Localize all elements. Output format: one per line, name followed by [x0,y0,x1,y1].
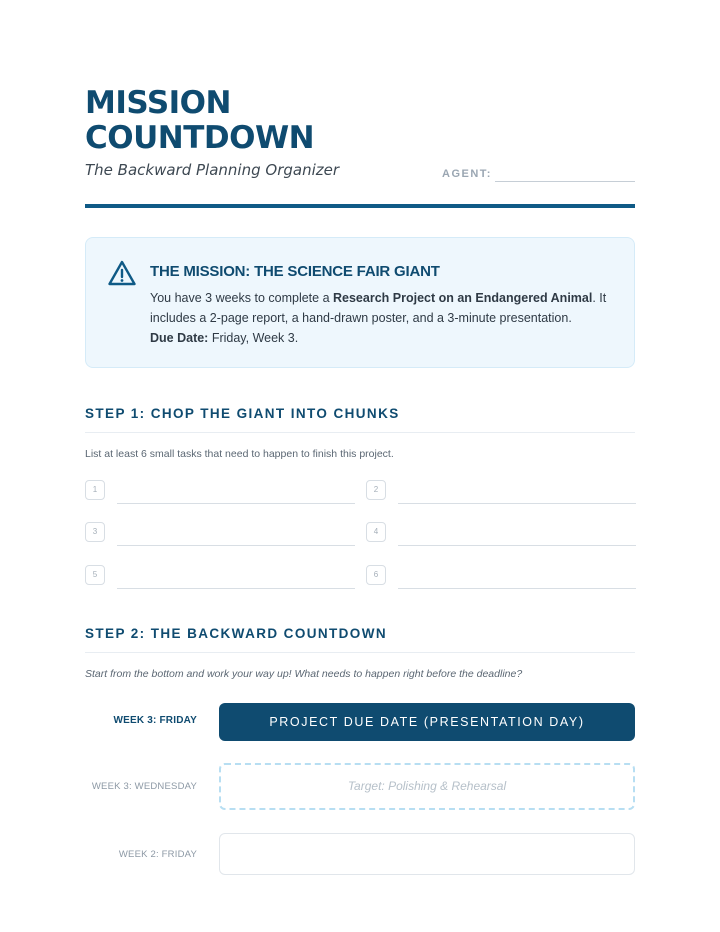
task-item-6[interactable] [366,565,636,589]
week-label: WEEK 2: FRIDAY [118,849,197,860]
agent-name-field[interactable] [495,181,635,182]
task-item-5[interactable] [85,565,355,589]
task-number-badge: 5 [85,565,105,585]
task-number-badge: 6 [366,565,386,585]
step1-description: List at least 6 small tasks that need to happen to finish this project. [85,448,394,460]
step1-divider [85,432,635,433]
task-write-line[interactable] [398,503,636,504]
mission-description [150,288,610,348]
page-subtitle: The Backward Planning Organizer [85,161,340,179]
task-number-badge: 3 [85,522,105,542]
step1-title: STEP 1: CHOP THE GIANT INTO CHUNKS [85,406,400,421]
page-title [85,86,314,156]
target-input-box[interactable]: Target: Polishing & Rehearsal [219,763,635,810]
task-item-3[interactable] [85,522,355,546]
week-label: WEEK 3: FRIDAY [113,715,197,726]
mission-project-name: Research Project on an Endangered Animal [333,291,593,305]
task-write-line[interactable] [117,545,355,546]
mission-box [85,237,635,368]
header-divider [85,204,635,208]
warning-triangle-icon [108,260,136,286]
step2-description: Start from the bottom and work your way up! What needs to happen right before the deadline? [85,668,523,680]
task-write-line[interactable] [398,588,636,589]
step2-divider [85,652,635,653]
due-date-box: PROJECT DUE DATE (PRESENTATION DAY) [219,703,635,741]
week-label: WEEK 3: WEDNESDAY [91,781,197,792]
due-date-value: Friday, Week 3. [208,331,299,345]
countdown-input-box[interactable] [219,833,635,875]
title-line-1: MISSION [85,85,231,121]
task-number-badge: 4 [366,522,386,542]
task-write-line[interactable] [117,588,355,589]
task-item-1[interactable] [85,480,355,504]
mission-title: THE MISSION: THE SCIENCE FAIR GIANT [150,263,440,280]
task-write-line[interactable] [398,545,636,546]
task-item-2[interactable] [366,480,636,504]
mission-text-start: You have 3 weeks to complete a [150,291,333,305]
title-line-2: COUNTDOWN [85,120,315,156]
task-number-badge: 2 [366,480,386,500]
due-date-label: Due Date: [150,331,209,345]
task-number-badge: 1 [85,480,105,500]
task-item-4[interactable] [366,522,636,546]
mission-text-end: . It includes a 2-page report, a hand-drawn poster, and a 3-minute presentation. [150,291,607,325]
agent-label: AGENT: [442,168,492,180]
step2-title: STEP 2: THE BACKWARD COUNTDOWN [85,626,388,641]
task-write-line[interactable] [117,503,355,504]
